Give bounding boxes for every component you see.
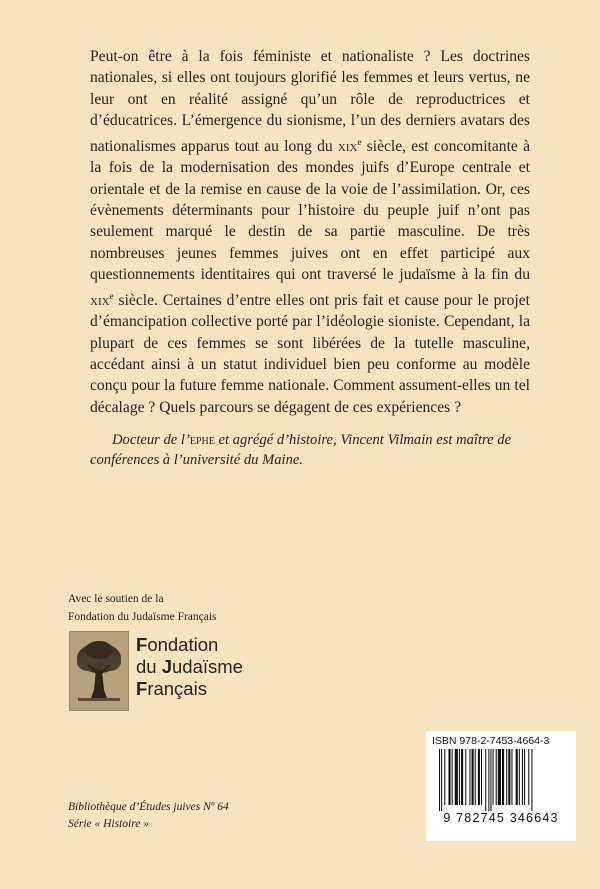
logo-initial: F — [136, 678, 148, 699]
barcode-bar — [455, 749, 458, 805]
barcode-bar — [488, 749, 489, 811]
barcode-bar — [444, 749, 445, 805]
author-bio — [90, 430, 530, 470]
barcode-bar — [461, 749, 463, 805]
blurb-text-3: siècle. Certaines d’entre elles ont pris fait et cause pour le projet d’émancipation collective porté par l’idéologie sioniste. Cependant, la plupart de ces femmes se sont libérées de la tutelle masculine, accédant ainsi à un statut individuel bien peu conforme au modèle conçu pour la future femme nationale. Comment assument-elles un tel décalage ? Quels parcours se dégagent de ces expériences ? — [90, 291, 530, 416]
barcode-bar — [448, 749, 450, 805]
barcode-bar — [508, 749, 510, 805]
barcode-bar — [472, 749, 474, 805]
support-line-1: Avec le soutien de la — [68, 593, 164, 605]
barcode-icon — [435, 749, 567, 813]
barcode-bar — [478, 749, 480, 805]
author-bio-text-1: Docteur de l’ — [112, 432, 190, 448]
isbn-barcode-box — [426, 731, 576, 841]
isbn-label: ISBN 978-2-7453-4664-3 — [432, 735, 550, 747]
logo-line-3 — [136, 678, 243, 700]
barcode-bar — [481, 749, 482, 805]
barcode-bar — [496, 749, 497, 805]
back-cover-blurb — [90, 46, 530, 418]
logo-line-1 — [136, 634, 243, 656]
logo-word: du — [136, 656, 162, 677]
barcode-bar — [469, 749, 470, 805]
logo-word: ondation — [147, 634, 219, 655]
barcode-bar — [506, 749, 507, 805]
collection-subseries: Série « Histoire » — [68, 818, 150, 830]
barcode-bar — [441, 749, 442, 811]
ean-number: 9 782745 346643 — [443, 811, 559, 825]
barcode-bar — [498, 749, 501, 805]
century-numeral: xix — [90, 291, 110, 309]
ephe-abbreviation: ephe — [189, 432, 215, 448]
barcode-bar — [522, 749, 523, 805]
barcode-bar — [452, 749, 453, 805]
century-superscript: e — [357, 136, 362, 147]
logo-word: rançais — [147, 678, 207, 699]
tree-icon — [70, 632, 128, 710]
barcode-bar — [531, 749, 532, 811]
support-line-2: Fondation du Judaïsme Français — [68, 611, 217, 623]
blurb-text-2: siècle, est concomitante à la fois de la modernisation des mondes juifs d’Europe centrale et orientale et de la remise en cause de la voie de l’assimilation. Or, ces évènements déterminants pour l’histoire du peuple juif n’ont pas seulement marqué le destin de sa partie masculine. De très nombreuses jeunes femmes juives ont en effet participé aux questionnements identitaires qui ont traversé le judaïsme à la fin du — [90, 137, 530, 284]
blurb-text-1: Peut-on être à la fois féministe et nationaliste ? Les doctrines nationales, si elles ont toujours glorifié les femmes et leurs vertus, ne leur ont en réalité assigné qu’un rôle de reproductrices et d’éducatrices. L’émergence du sionisme, l’un des derniers avatars des nationalismes apparus tout au long du — [90, 48, 530, 155]
barcode-bar — [485, 749, 486, 811]
collection-series: Bibliothèque d’Études juives Nº 64 — [68, 801, 229, 813]
barcode-bar — [511, 749, 512, 805]
logo-line-2 — [136, 656, 243, 678]
barcode-bar — [439, 749, 440, 811]
logo-initial: J — [161, 656, 173, 677]
barcode-bar — [516, 749, 518, 805]
tree-logo-image — [69, 631, 129, 711]
barcode-bar — [465, 749, 466, 805]
logo-word: udaïsme — [172, 656, 243, 677]
author-bio-text-2: et agrégé d’histoire, Vincent Vilmain est maître de conférences à l’université du Maine. — [90, 432, 512, 468]
support-notice — [68, 590, 217, 626]
barcode-bar — [524, 749, 525, 805]
logo-initial: F — [136, 634, 148, 655]
barcode-bar — [475, 749, 476, 805]
barcode-bar — [519, 749, 520, 805]
barcode-bar — [502, 749, 504, 805]
collection-info — [68, 799, 229, 833]
barcode-bar — [490, 749, 491, 811]
barcode-bar — [528, 749, 529, 805]
barcode-bar — [493, 749, 494, 805]
barcode-bar — [459, 749, 460, 805]
foundation-logo-text — [136, 634, 243, 700]
century-numeral: xix — [337, 137, 358, 155]
century-superscript: e — [109, 290, 114, 301]
